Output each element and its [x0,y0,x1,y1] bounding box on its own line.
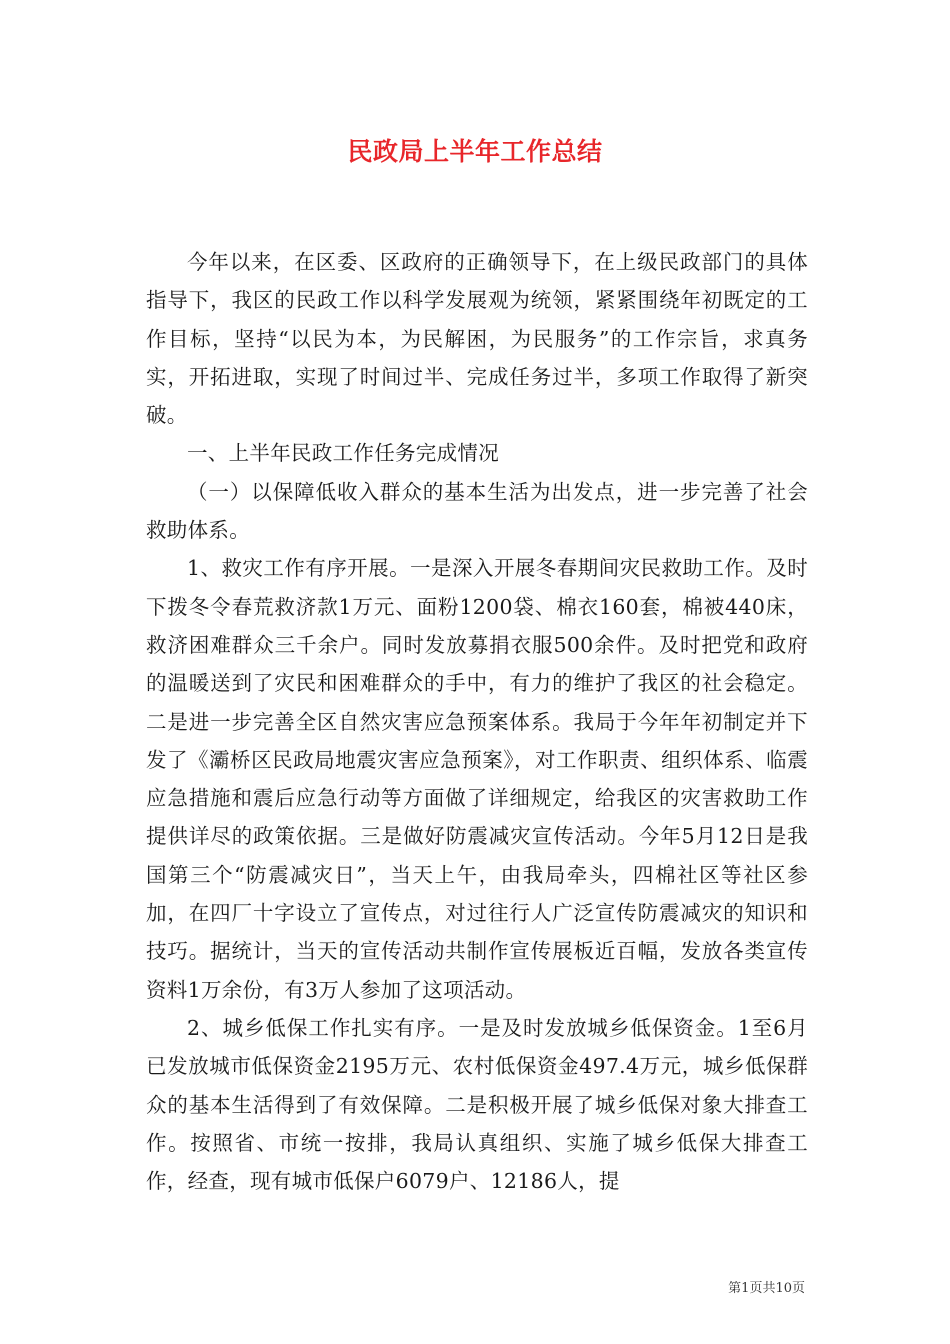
document-body [146,243,808,1200]
intro-paragraph: 今年以来，在区委、区政府的正确领导下，在上级民政部门的具体指导下，我区的民政工作以科学发展观为统领，紧紧围绕年初既定的工作目标，坚持“以民为本，为民解困，为民服务”的工作宗旨，求真务实，开拓进取，实现了时间过半、完成任务过半，多项工作取得了新突破。 [146,250,808,428]
subsection-heading: （一）以保障低收入群众的基本生活为出发点，进一步完善了社会救助体系。 [146,479,808,543]
page-number: 第1页共10页 [728,1281,805,1296]
minimum-living-paragraph: 2、城乡低保工作扎实有序。一是及时发放城乡低保资金。1至6月已发放城市低保资金2195万元、农村低保资金497.4万元，城乡低保群众的基本生活得到了有效保障。二是积极开展了城乡低保对象大排查工作。按照省、市统一按排，我局认真组织、实施了城乡低保大排查工作，经查，现有城市低保户6079户、12186人，提 [146,1015,808,1194]
document-title: 民政局上半年工作总结 [347,137,603,166]
section-heading: 一、上半年民政工作任务完成情况 [187,441,499,466]
disaster-relief-paragraph: 1、救灾工作有序开展。一是深入开展冬春期间灾民救助工作。及时下拨冬令春荒救济款1万元、面粉1200袋、棉衣160套，棉被440床，救济困难群众三千余户。同时发放募捐衣服500余件。及时把党和政府的温暖送到了灾民和困难群众的手中，有力的维护了我区的社会稳定。二是进一步完善全区自然灾害应急预案体系。我局于今年年初制定并下发了《灞桥区民政局地震灾害应急预案》，对工作职责、组织体系、临震应急措施和震后应急行动等方面做了详细规定，给我区的灾害救助工作提供详尽的政策依据。三是做好防震减灾宣传活动。今年5月12日是我国第三个“防震减灾日”，当天上午，由我局牵头，四棉社区等社区参加，在四厂十字设立了宣传点，对过往行人广泛宣传防震减灾的知识和技巧。据统计，当天的宣传活动共制作宣传展板近百幅，发放各类宣传资料1万余份，有3万人参加了这项活动。 [146,556,808,1002]
